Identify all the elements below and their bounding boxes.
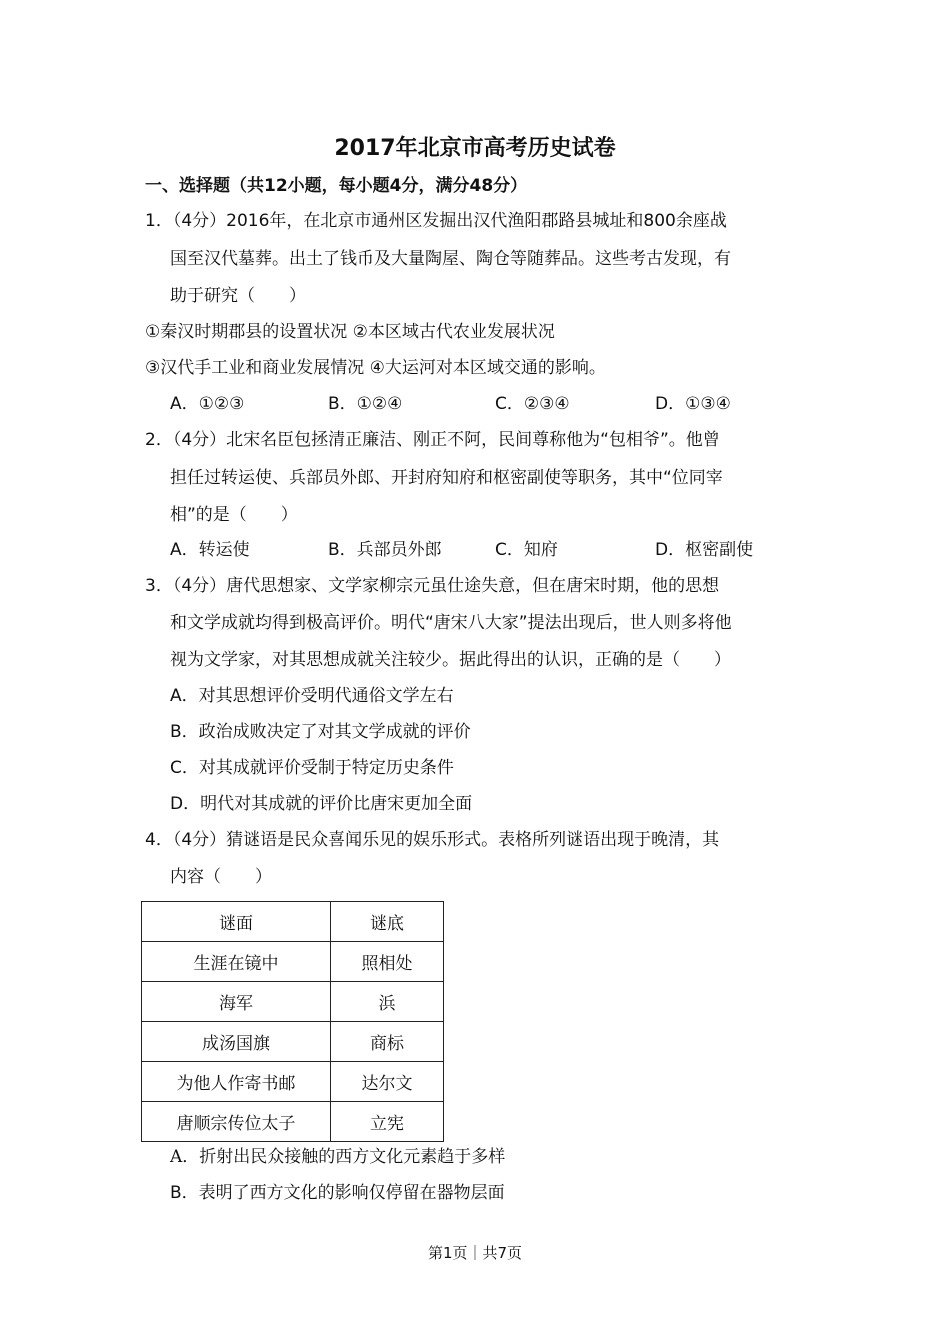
question-1-option-d: D．①③④ [655, 394, 731, 414]
question-4-line-1: 4．（4分）猜谜语是民众喜闻乐见的娱乐形式。表格所列谜语出现于晚清，其 [145, 830, 720, 850]
table-cell: 成汤国旗 [142, 1022, 331, 1062]
question-2-option-b: B．兵部员外郎 [328, 540, 442, 560]
question-3-option-a: A．对其思想评价受明代通俗文学左右 [170, 686, 454, 706]
table-cell: 生涯在镜中 [142, 942, 331, 982]
question-4-option-a: A．折射出民众接触的西方文化元素趋于多样 [170, 1147, 506, 1167]
question-3-option-b: B．政治成败决定了对其文学成就的评价 [170, 722, 471, 742]
question-1-line-3: 助于研究（ ） [170, 286, 306, 306]
question-3-line-1: 3．（4分）唐代思想家、文学家柳宗元虽仕途失意，但在唐宋时期，他的思想 [145, 576, 720, 596]
page-footer: 第1页｜共7页 [427, 1244, 523, 1262]
question-2-option-d: D．枢密副使 [655, 540, 754, 560]
question-3-line-3: 视为文学家，对其思想成就关注较少。据此得出的认识，正确的是（ ） [170, 650, 731, 670]
table-cell: 唐顺宗传位太子 [142, 1102, 331, 1142]
table-row [142, 942, 444, 982]
question-3-option-c: C．对其成就评价受制于特定历史条件 [170, 758, 454, 778]
question-2-option-a: A．转运使 [170, 540, 250, 560]
question-1-line-1: 1．（4分）2016年，在北京市通州区发掘出汉代渔阳郡路县城址和800余座战 [145, 211, 727, 231]
question-4-line-2: 内容（ ） [170, 867, 272, 887]
question-2-line-2: 担任过转运使、兵部员外郎、开封府知府和枢密副使等职务，其中“位同宰 [170, 468, 723, 488]
table-row [142, 1102, 444, 1142]
table-cell: 立宪 [331, 1102, 444, 1142]
question-2-line-1: 2．（4分）北宋名臣包拯清正廉洁、刚正不阿，民间尊称他为“包相爷”。他曾 [145, 430, 720, 450]
page-title: 2017年北京市高考历史试卷 [334, 136, 616, 161]
table-cell: 为他人作寄书邮 [142, 1062, 331, 1102]
table-cell: 海军 [142, 982, 331, 1022]
question-1-line-2: 国至汉代墓葬。出土了钱币及大量陶屋、陶仓等随葬品。这些考古发现，有 [170, 249, 731, 269]
question-3-line-2: 和文学成就均得到极高评价。明代“唐宋八大家”提法出现后，世人则多将他 [170, 613, 732, 633]
table-row [142, 1062, 444, 1102]
question-3-option-d: D．明代对其成就的评价比唐宋更加全面 [170, 794, 473, 814]
question-1-item-line-2: ③汉代手工业和商业发展情况 ④大运河对本区域交通的影响。 [145, 358, 606, 378]
table-cell: 浜 [331, 982, 444, 1022]
table-header-cell: 谜底 [331, 902, 444, 942]
table-row [142, 1022, 444, 1062]
section-heading: 一、选择题（共12小题，每小题4分，满分48分） [145, 176, 528, 196]
question-2-line-3: 相”的是（ ） [170, 505, 298, 525]
table-row [142, 982, 444, 1022]
question-2-option-c: C．知府 [495, 540, 558, 560]
question-1-item-line-1: ①秦汉时期郡县的设置状况 ②本区域古代农业发展状况 [145, 322, 555, 342]
question-1-option-b: B．①②④ [328, 394, 403, 414]
table-cell: 达尔文 [331, 1062, 444, 1102]
table-cell: 商标 [331, 1022, 444, 1062]
question-1-option-c: C．②③④ [495, 394, 570, 414]
table-cell: 照相处 [331, 942, 444, 982]
question-1-option-a: A．①②③ [170, 394, 245, 414]
riddle-table [141, 901, 444, 1142]
question-4-option-b: B．表明了西方文化的影响仅停留在器物层面 [170, 1183, 505, 1203]
table-header-row [142, 902, 444, 942]
table-header-cell: 谜面 [142, 902, 331, 942]
